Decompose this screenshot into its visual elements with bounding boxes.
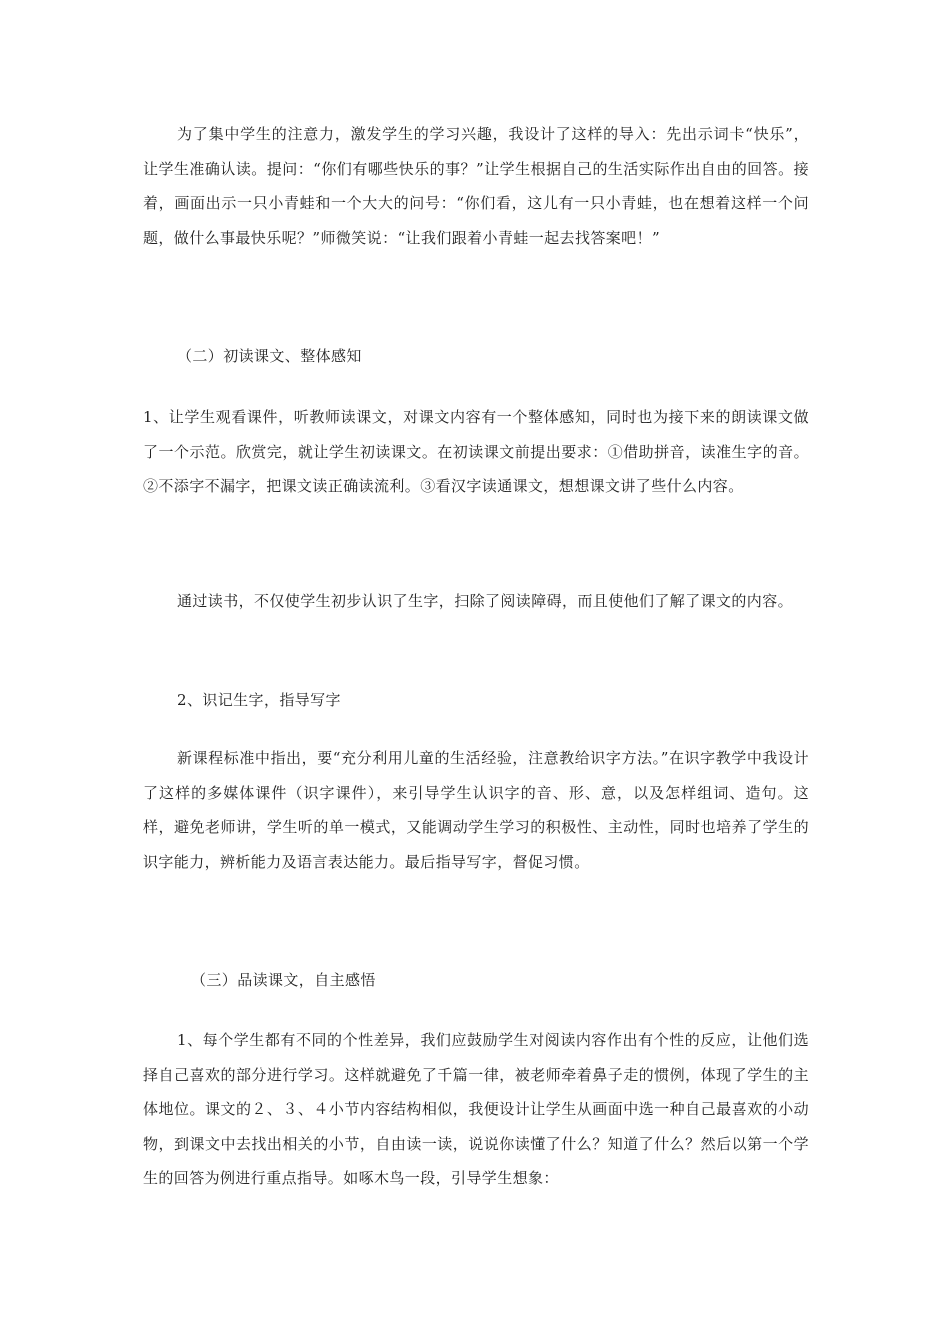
section-heading-2: （二）初读课文、整体感知 <box>177 347 362 365</box>
section-heading-3: （三）品读课文，自主感悟 <box>191 971 376 989</box>
paragraph-appreciation-1: 1、每个学生都有不同的个性差异，我们应鼓励学生对阅读内容作出有个性的反应，让他们选择自己喜欢的部分进行学习。这样就避免了千篇一律，被老师牵着鼻子走的惯例，体现了学生的主体地位。课文的２、３、４小节内容结构相似，我便设计让学生从画面中选一种自己最喜欢的小动物，到课文中去找出相关的小节，自由读一读，说说你读懂了什么？知道了什么？然后以第一个学生的回答为例进行重点指导。如啄木鸟一段，引导学生想象： <box>143 1031 809 1187</box>
paragraph-intro: 为了集中学生的注意力，激发学生的学习兴趣，我设计了这样的导入：先出示词卡“快乐”，让学生准确认读。提问：“你们有哪些快乐的事？”让学生根据自己的生活实际作出自由的回答。接着，画面出示一只小青蛙和一个大大的问号：“你们看，这儿有一只小青蛙，也在想着这样一个问题，做什么事最快乐呢？”师微笑说：“让我们跟着小青蛙一起去找答案吧！” <box>143 125 809 247</box>
paragraph-reading-1: 1、让学生观看课件，听教师读课文，对课文内容有一个整体感知，同时也为接下来的朗读课文做了一个示范。欣赏完，就让学生初读课文。在初读课文前提出要求：①借助拼音，读准生字的音。②不添字不漏字，把课文读正确读流利。③看汉字读通课文，想想课文讲了些什么内容。 <box>143 408 809 495</box>
paragraph-characters: 新课程标准中指出，要“充分利用儿童的生活经验，注意教给识字方法。”在识字教学中我设计了这样的多媒体课件（识字课件），来引导学生认识字的音、形、意，以及怎样组词、造句。这样，避免老师讲，学生听的单一模式，又能调动学生学习的积极性、主动性，同时也培养了学生的识字能力，辨析能力及语言表达能力。最后指导写字，督促习惯。 <box>143 749 809 871</box>
paragraph-reading-summary: 通过读书，不仅使学生初步认识了生字，扫除了阅读障碍，而且使他们了解了课文的内容。 <box>177 592 794 610</box>
subheading-characters: 2、识记生字，指导写字 <box>177 691 341 709</box>
